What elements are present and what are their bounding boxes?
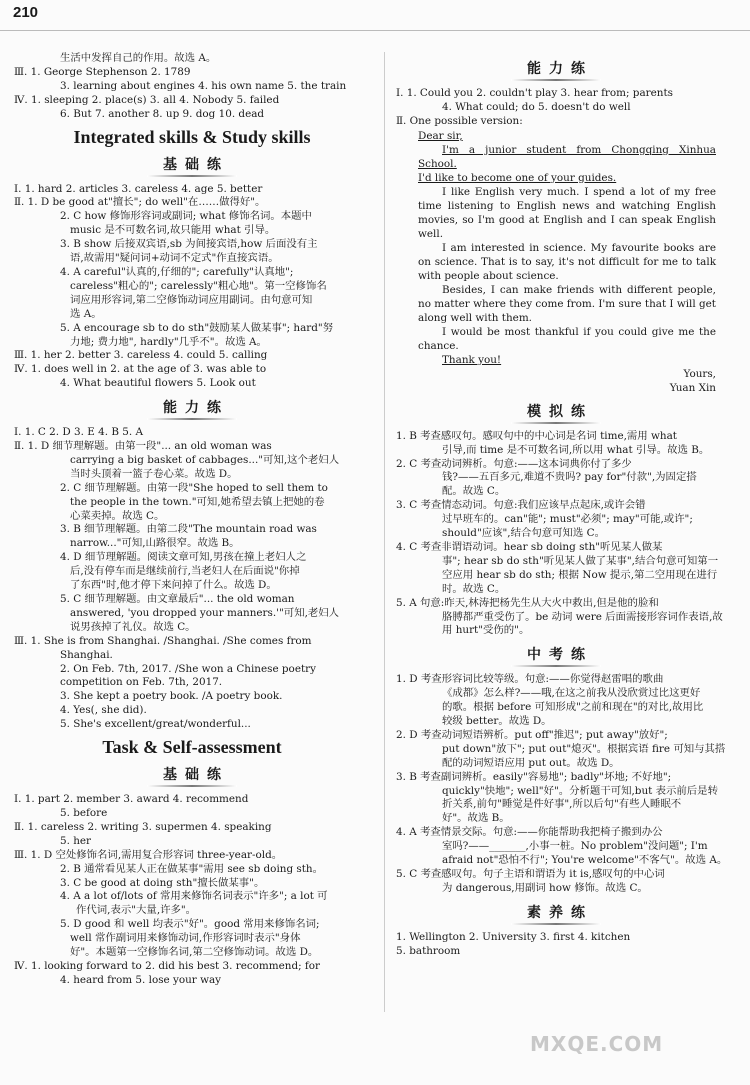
answer-line: the people in the town."可知,她希望去镇上把她的卷 — [70, 495, 325, 508]
section-zhongkao: 中考练 — [396, 644, 716, 667]
answer-line: 2. C how 修饰形容词或副词; what 修饰名词。本题中 — [60, 210, 312, 223]
answer-line: 4. D 细节理解题。阅读文章可知,男孩在撞上老妇人之 — [60, 551, 307, 564]
letter — [396, 129, 716, 395]
answer-line: Ⅰ. 1. C 2. D 3. E 4. B 5. A — [14, 426, 144, 439]
answer-line: music 是不可数名词,故只能用 what 引导。 — [70, 224, 276, 237]
answer-line: 5. A 句意:昨天,林涛把杨先生从大火中救出,但是他的脸和 — [396, 596, 659, 609]
page-number: 210 — [13, 4, 39, 21]
answer-line: 钱?——五百多元,难道不贵吗? pay for"付款",为固定搭 — [442, 471, 697, 484]
section-moni: 模拟练 — [396, 401, 716, 424]
answer-line: should"应该",结合句意可知选 C。 — [442, 527, 605, 540]
answer-line: 1. B 考查感叹句。感叹句中的中心词是名词 time,需用 what — [396, 429, 677, 442]
answer-line: Ⅳ. 1. sleeping 2. place(s) 3. all 4. Nobody 5. failed — [14, 93, 280, 106]
answer-line: 选 A。 — [70, 307, 102, 320]
answer-line: 4. Yes(, she did). — [60, 704, 147, 717]
answer-line: Ⅱ. 1. D 细节理解题。由第一段"... an old woman was — [14, 440, 272, 453]
answer-line: 3. C be good at doing sth"擅长做某事"。 — [60, 876, 265, 889]
answer-line: competition on Feb. 7th, 2017. — [60, 676, 223, 689]
answer-line: Ⅰ. 1. Could you 2. couldn't play 3. hear from; parents — [396, 87, 673, 99]
answer-line: 事"; hear sb do sth"听见某人做了某事",结合句意可知第一 — [442, 554, 719, 567]
answer-line: well 常作副词用来修饰动词,作形容词时表示"身体 — [70, 932, 301, 945]
answer-line: narrow..."可知,山路很窄。故选 B。 — [70, 537, 240, 550]
answer-line: Ⅰ. 1. part 2. member 3. award 4. recommend — [14, 793, 249, 806]
answer-line: carrying a big basket of cabbages..."可知,这个老妇人 — [70, 453, 340, 466]
letter-thanks: Thank you! — [442, 353, 502, 366]
answer-line: Ⅲ. 1. She is from Shanghai. /Shanghai. /She comes from — [14, 634, 312, 647]
answer-line: answered, 'you dropped your manners.'"可知,老妇人 — [70, 606, 340, 619]
column-divider — [384, 52, 385, 1012]
answer-line: 4. heard from 5. lose your way — [60, 973, 222, 986]
answer-line: 4. C 考查非谓语动词。hear sb doing sth"听见某人做某 — [396, 540, 663, 553]
answer-line: 语,故需用"疑问词+动词不定式"作直接宾语。 — [70, 252, 279, 265]
answer-line: 《成都》怎么样?——哦,在这之前我从没欣赏过比这更好 — [442, 687, 701, 700]
nengli-1-answers — [14, 426, 370, 732]
answer-line: 用 hurt"受伤的"。 — [442, 624, 530, 637]
jichu-1-answers — [14, 183, 370, 392]
answer-line: 作代词,表示"大量,许多"。 — [76, 904, 197, 917]
answer-line: 当时头顶着一篮子卷心菜。故选 D。 — [70, 467, 238, 480]
section-nengli-2: 能力练 — [396, 58, 716, 81]
answer-line: 空应用 hear sb do sth; 根据 Now 提示,第二空用现在进行 — [442, 568, 718, 581]
answer-line: Shanghai. — [60, 648, 113, 661]
answer-line: 心菜卖掉。故选 C。 — [70, 509, 165, 522]
answer-line: Ⅲ. 1. George Stephenson 2. 1789 — [14, 65, 191, 78]
answer-line: Ⅰ. 1. hard 2. articles 3. careless 4. age 5. better — [14, 182, 263, 195]
answer-line: 过早班车的。can"能"; must"必须"; may"可能,或许"; — [442, 513, 693, 526]
suyang-answers — [396, 931, 716, 959]
answer-line: Ⅲ. 1. her 2. better 3. careless 4. could 5. calling — [14, 349, 268, 362]
letter-greeting: Dear sir, — [418, 129, 463, 142]
answer-line: 生活中发挥自己的作用。故选 A。 — [60, 52, 217, 64]
answer-line: 折关系,前句"睡觉是件好事",所以后句"有些人睡眠不 — [442, 798, 682, 811]
answer-line: 5. She's excellent/great/wonderful... — [60, 718, 251, 731]
answer-line: 4. What could; do 5. doesn't do well — [442, 100, 631, 113]
letter-paragraph: I am interested in science. My favourite books are on science. That is to say, it's not difficult for me to talk with people about science. — [418, 241, 716, 282]
section-suyang: 素养练 — [396, 902, 716, 925]
answer-line: 4. A careful"认真的,仔细的"; carefully"认真地"; — [60, 265, 294, 278]
letter-intro-2: I'd like to become one of your guides. — [418, 171, 617, 184]
left-column — [14, 52, 370, 988]
answer-line: 4. What beautiful flowers 5. Look out — [60, 377, 256, 390]
answer-line: 较级 better。故选 D。 — [442, 715, 552, 728]
answer-line: Ⅱ. 1. D be good at"擅长"; do well"在……做得好"。 — [14, 196, 266, 209]
answer-line: careless"粗心的"; carelessly"粗心地"。第一空修饰名 — [70, 279, 327, 292]
answer-line: 5. C 考查感叹句。句子主语和谓语为 it is,感叹句的中心词 — [396, 868, 665, 880]
answer-line: Ⅱ. 1. careless 2. writing 3. supermen 4. speaking — [14, 820, 272, 833]
answer-line: 3. learning about engines 4. his own name 5. the train — [60, 79, 347, 92]
letter-signature: Yuan Xin — [669, 381, 716, 394]
answer-line: 3. She kept a poetry book. /A poetry book. — [60, 690, 283, 703]
answer-line: put down"放下"; put out"熄灭"。根据宾语 fire 可知与其搭 — [442, 742, 726, 755]
integrated-skills-title: Integrated skills & Study skills — [73, 126, 311, 147]
answer-line: 5. C 细节理解题。由文章最后"... the old woman — [60, 593, 295, 605]
answer-line: 后,没有停车而是继续前行,当老妇人在后面说"你掉 — [70, 565, 300, 578]
answer-line: 3. C 考查情态动词。句意:我们应该早点起床,或许会错 — [396, 499, 646, 512]
answer-line: 好"。本题第一空修饰名词,第二空修饰动词。故选 D。 — [70, 946, 319, 959]
answer-line: quickly"快地"; well"好"。分析题干可知,but 表示前后是转 — [442, 784, 718, 797]
answer-line: 说男孩掉了礼仪。故选 C。 — [70, 620, 196, 633]
answer-line: 5. her — [60, 834, 92, 847]
answer-line: 2. D 考查动词短语辨析。put off"推迟"; put away"放好"; — [396, 728, 668, 741]
answer-line: Ⅲ. 1. D 空处修饰名词,需用复合形容词 three-year-old。 — [14, 848, 283, 861]
answer-line: 5. before — [60, 806, 108, 819]
answer-line: 1. D 考查形容词比较等级。句意:——你觉得赵雷唱的歌曲 — [396, 673, 664, 686]
answer-line: 4. A 考查情景交际。句意:——你能帮助我把椅子搬到办公 — [396, 826, 663, 839]
answer-line: 2. On Feb. 7th, 2017. /She won a Chinese poetry — [60, 662, 316, 675]
answer-line: Ⅳ. 1. does well in 2. at the age of 3. was able to — [14, 363, 267, 376]
answer-line: 2. B 通常看见某人正在做某事"需用 see sb doing sth。 — [60, 862, 324, 875]
answer-line: 5. bathroom — [396, 944, 461, 957]
answer-line: 5. A encourage sb to do sth"鼓励某人做某事"; hard"努 — [60, 321, 334, 334]
section-jichu-2: 基础练 — [14, 764, 370, 787]
answer-line: 室吗?——_______,小事一桩。No problem"没问题"; I'm — [442, 840, 708, 853]
letter-closing: Yours, — [683, 367, 716, 380]
answer-line: 配。故选 C。 — [442, 485, 506, 498]
answer-line: 力地; 费力地", hardly"几乎不"。故选 A。 — [70, 335, 267, 348]
answer-line: 3. B 细节理解题。由第二段"The mountain road was — [60, 523, 317, 536]
answer-line: Ⅳ. 1. looking forward to 2. did his best 3. recommend; for — [14, 959, 321, 972]
pre-block — [14, 52, 370, 122]
watermark: MXQE.COM — [530, 1032, 664, 1056]
answer-line: 胳膊都严重受伤了。be 动词 were 后面需接形容词作表语,故 — [442, 610, 723, 623]
answer-line: 引导,而 time 是不可数名词,所以用 what 引导。故选 B。 — [442, 443, 710, 456]
answer-line: afraid not"恐怕不行"; You're welcome"不客气"。故选 A。 — [442, 854, 728, 867]
answer-line: 配的动词短语应用 put out。故选 D。 — [442, 756, 620, 769]
section-nengli-1: 能力练 — [14, 397, 370, 420]
letter-paragraph: Besides, I can make friends with different people, no matter where they come from. I'm sure that I will get along well with them. — [418, 283, 716, 324]
answer-line: 4. A a lot of/lots of 常用来修饰名词表示"许多"; a lot 可 — [60, 890, 328, 903]
letter-paragraph: I like English very much. I spend a lot of my free time listening to English news and watching English movies, so I'm good at English and I can speak English well. — [418, 185, 716, 240]
answer-line: 2. C 考查动词辨析。句意:——这本词典你付了多少 — [396, 457, 632, 470]
answer-line: 3. B 考查副词辨析。easily"容易地"; badly"坏地; 不好地"; — [396, 770, 672, 783]
answer-line: 2. C 细节理解题。由第一段"She hoped to sell them to — [60, 481, 328, 494]
jichu-2-answers — [14, 793, 370, 988]
answer-line: 好"。故选 B。 — [442, 812, 510, 825]
answer-line: Ⅱ. One possible version: — [396, 114, 523, 127]
header-rule — [0, 30, 750, 31]
section-jichu-1: 基础练 — [14, 154, 370, 177]
nengli-2-answers — [396, 87, 716, 129]
letter-intro-1: I'm a junior student from Chongqing Xinhua School. — [418, 143, 716, 170]
moni-answers — [396, 429, 723, 639]
answer-line: 时。故选 C。 — [442, 582, 506, 595]
answer-line: 为 dangerous,用副词 how 修饰。故选 C。 — [442, 881, 648, 894]
answer-line: 3. B show 后接双宾语,sb 为间接宾语,how 后面没有主 — [60, 238, 318, 251]
task-self-assessment-title: Task & Self-assessment — [102, 737, 282, 758]
letter-paragraph: I would be most thankful if you could give me the chance. — [418, 325, 716, 352]
zhongkao-answers — [396, 673, 728, 896]
answer-line: 的歌。根据 before 可知形成"之前和现在"的对比,故用比 — [442, 701, 704, 714]
answer-line: 6. But 7. another 8. up 9. dog 10. dead — [60, 107, 265, 120]
answer-line: 1. Wellington 2. University 3. first 4. kitchen — [396, 930, 631, 943]
right-column — [396, 52, 728, 959]
answer-line: 了东西"时,他才停下来问掉了什么。故选 D。 — [70, 579, 277, 592]
answer-line: 词应用形容词,第二空修饰动词应用副词。由句意可知 — [70, 293, 313, 306]
answer-line: 5. D good 和 well 均表示"好"。good 常用来修饰名词; — [60, 918, 320, 931]
